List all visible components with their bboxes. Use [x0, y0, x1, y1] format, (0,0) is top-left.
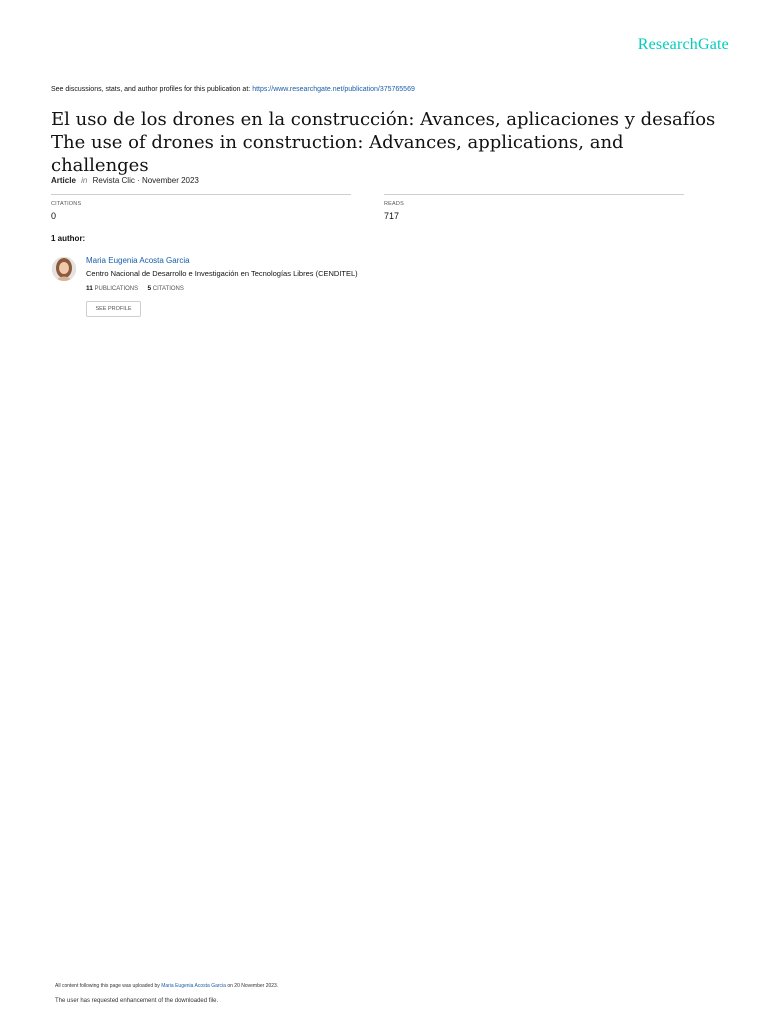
publications-label: PUBLICATIONS	[94, 286, 139, 292]
reads-value: 717	[384, 211, 400, 221]
author-citations-label: CITATIONS	[152, 286, 184, 292]
researchgate-logo[interactable]: ResearchGate	[637, 36, 729, 53]
citations-value: 0	[51, 211, 57, 221]
upload-prefix: All content following this page was uploaded by	[55, 983, 160, 989]
discussion-prefix: See discussions, stats, and author profiles for this publication at:	[51, 86, 251, 93]
uploader-link[interactable]: Maria Eugenia Acosta Garcia	[161, 983, 226, 989]
author-citations-count: 5	[147, 285, 152, 292]
authors-heading: 1 author:	[51, 234, 86, 243]
citations-divider	[51, 194, 351, 195]
paper-title: El uso de los drones en la construcción: Avances, aplicaciones y desafíos The use of drones in construction: Advances, applications, and challenges	[51, 109, 716, 176]
author-affiliation: Centro Nacional de Desarrollo e Investigación en Tecnologías Libres (CENDITEL)	[86, 269, 358, 278]
publication-type: Article	[51, 176, 76, 185]
reads-label: READS	[384, 201, 404, 207]
discussion-line	[51, 86, 415, 93]
upload-suffix: on 20 November 2023.	[227, 983, 279, 989]
see-profile-button[interactable]: SEE PROFILE	[86, 301, 141, 317]
avatar-image	[52, 257, 76, 281]
author-counts	[86, 285, 184, 292]
in-word: in	[81, 176, 88, 185]
publication-meta	[51, 176, 199, 185]
reads-divider	[384, 194, 684, 195]
publications-count: 11	[86, 285, 93, 292]
publication-link[interactable]: https://www.researchgate.net/publication/375765569	[252, 86, 415, 93]
upload-note	[55, 983, 278, 989]
author-avatar[interactable]	[52, 257, 76, 281]
citations-label: CITATIONS	[51, 201, 82, 207]
venue-date: Revista Clic · November 2023	[92, 176, 199, 185]
author-name-link[interactable]: Maria Eugenia Acosta Garcia	[86, 256, 190, 265]
enhancement-note: The user has requested enhancement of the downloaded file.	[55, 998, 219, 1004]
